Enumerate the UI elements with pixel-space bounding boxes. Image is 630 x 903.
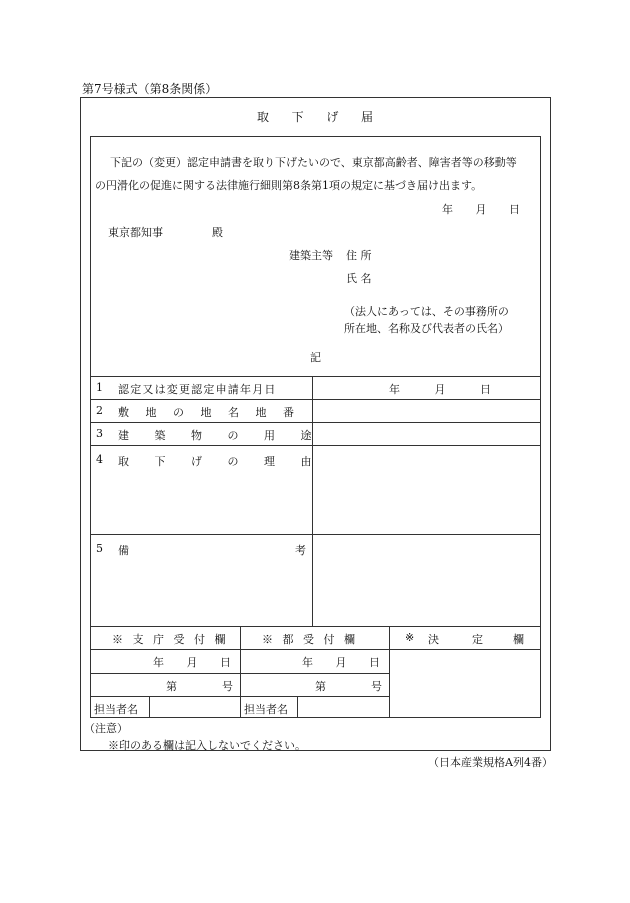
- paper-spec: （日本産業規格A列4番）: [428, 756, 553, 769]
- year-label: 年: [442, 203, 453, 216]
- table-line: [90, 445, 541, 446]
- application-date: [389, 381, 491, 397]
- form-title: [257, 108, 373, 125]
- metro-dai-label: 第: [315, 680, 326, 693]
- branch-reception-date: [153, 654, 231, 670]
- form-number: 第7号様式（第8条関係）: [82, 82, 218, 96]
- decision-char: 定: [472, 633, 483, 646]
- year-label: 年: [153, 656, 164, 669]
- address-label: 住 所: [346, 249, 372, 262]
- applicant-label: 建築主等: [289, 249, 333, 262]
- row-label-withdrawal-reason: 取下げの理由: [118, 455, 337, 468]
- notes-title: （注意）: [84, 722, 128, 735]
- corporate-note-line-2: 所在地、名称及び代表者の氏名）: [344, 322, 509, 335]
- reference-mark: ※: [405, 631, 415, 644]
- month-label: 月: [475, 203, 487, 216]
- decision-char: 決: [428, 633, 439, 646]
- name-label: 氏 名: [346, 272, 372, 285]
- row-number: 1: [96, 381, 103, 394]
- branch-dai-label: 第: [166, 680, 177, 693]
- row-number: 4: [96, 453, 103, 466]
- statement-line-1: 下記の（変更）認定申請書を取り下げたいので、東京都高齢者、障害者等の移動等: [110, 156, 517, 169]
- year-label: 年: [389, 383, 400, 396]
- submission-date: [442, 201, 520, 217]
- title-char: 取: [257, 110, 270, 124]
- branch-go-label: 号: [222, 680, 233, 693]
- table-divider: [389, 626, 390, 718]
- table-line: [90, 422, 541, 423]
- table-line: [90, 376, 541, 377]
- year-label: 年: [302, 656, 313, 669]
- title-char: 届: [360, 110, 373, 124]
- row-number: 5: [96, 542, 103, 555]
- day-label: 日: [509, 203, 520, 216]
- branch-staff-label: 担当者名: [94, 703, 138, 716]
- metro-go-label: 号: [371, 680, 382, 693]
- row-label-building-use: 建築物の用途: [118, 429, 337, 442]
- addressee: 東京都知事: [108, 226, 163, 239]
- title-char: 下: [291, 110, 304, 124]
- corporate-note-line-1: （法人にあっては、その事務所の: [344, 305, 509, 318]
- day-label: 日: [480, 383, 491, 396]
- title-char: げ: [326, 110, 339, 124]
- table-divider: [297, 696, 298, 718]
- metro-reception-date: [302, 654, 380, 670]
- honorific: 殿: [212, 226, 223, 239]
- table-divider: [240, 626, 241, 718]
- table-line: [90, 399, 541, 400]
- table-line: [90, 534, 541, 535]
- table-divider: [149, 696, 150, 718]
- statement-line-2: の円滑化の促進に関する法律施行細則第8条第1項の規定に基づき届け出ます。: [95, 179, 483, 192]
- ki-label: 記: [310, 351, 321, 364]
- decision-char: 欄: [513, 633, 524, 646]
- day-label: 日: [220, 656, 231, 669]
- table-divider: [312, 376, 313, 626]
- row-number: 3: [96, 427, 103, 440]
- row-label-application-date: 認定又は変更認定申請年月日: [118, 383, 277, 396]
- metro-staff-label: 担当者名: [244, 703, 288, 716]
- month-label: 月: [186, 656, 198, 669]
- row-label-remarks-left: 備: [118, 544, 129, 557]
- row-label-site-address: 敷地の地名地番: [118, 406, 311, 419]
- branch-reception-header: ※ 支 庁 受 付 欄: [112, 633, 229, 646]
- table-line: [90, 626, 541, 627]
- month-label: 月: [335, 656, 347, 669]
- table-line: [90, 649, 541, 650]
- metro-reception-header: ※ 都 受 付 欄: [262, 633, 358, 646]
- row-number: 2: [96, 404, 103, 417]
- notes-text: ※印のある欄は記入しないでください。: [108, 739, 306, 752]
- month-label: 月: [434, 383, 446, 396]
- day-label: 日: [369, 656, 380, 669]
- row-label-remarks-right: 考: [295, 544, 306, 557]
